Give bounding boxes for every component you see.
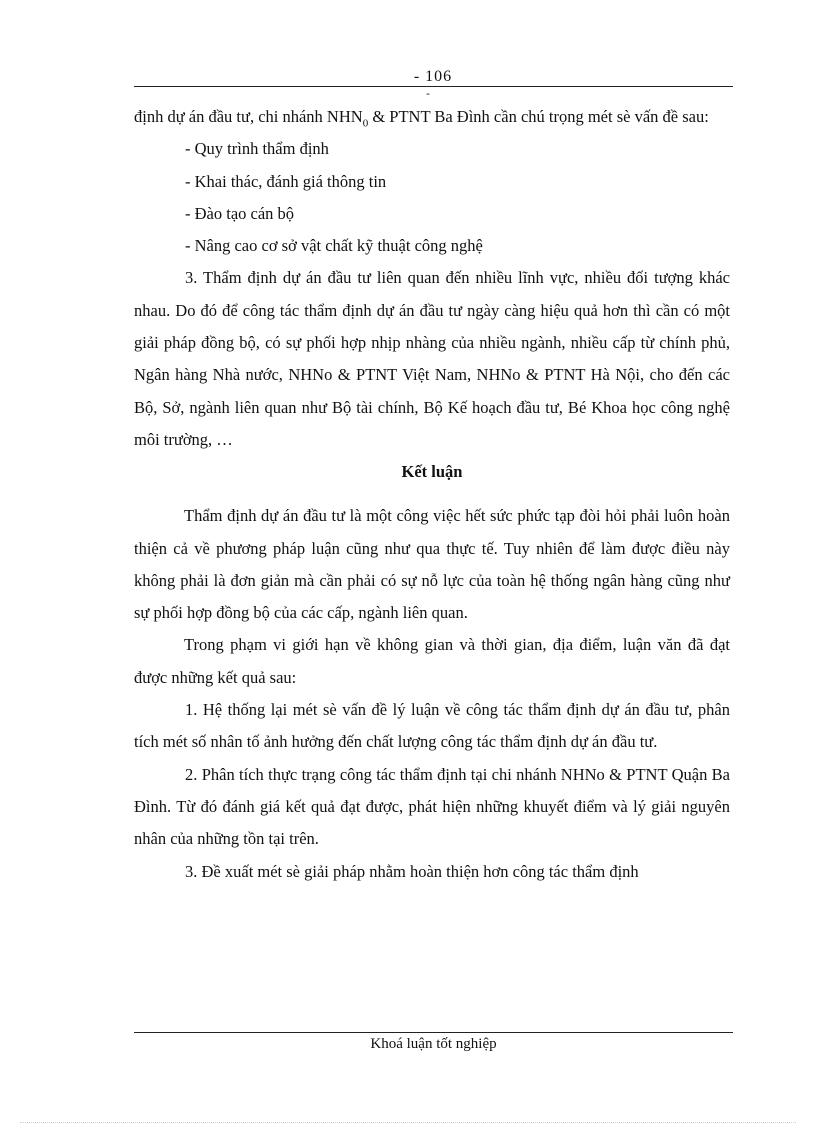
bullet-item: - Nâng cao cơ sở vật chất kỹ thuật công nghệ [185,236,483,256]
paragraph-text: định dự án đầu tư, chi nhánh NHN [134,107,363,126]
paragraph: 2. Phân tích thực trạng công tác thẩm định tại chi nhánh NHNo & PTNT Quận Ba Đình. Từ đó đánh giá kết quả đạt được, phát hiện những khuyết điểm và lý giải nguyên nhân của những tồn tại trên. [134,764,730,849]
bullet-item: - Khai thác, đánh giá thông tin [185,171,387,191]
footer-text: Khoá luận tốt nghiệp [370,1036,497,1052]
header-rule [134,86,733,87]
footer-rule [134,1032,733,1033]
paragraph [134,101,730,133]
bullet-item: - Quy trình thẩm định [185,139,329,159]
paragraph: 3. Thẩm định dự án đầu tư liên quan đến nhiều lĩnh vực, nhiều đối tượng khác nhau. Do đó để công tác thẩm định dự án đầu tư ngày càng hiệu quả hơn thì cần có một giải pháp đồng bộ, có sự phối hợp nhịp nhàng của nhiều ngành, nhiều cấp từ chính phủ, Ngân hàng Nhà nước, NHNo & PTNT Việt Nam, NHNo & PTNT Hà Nội, cho đến các Bộ, Sở, ngành liên quan như Bộ tài chính, Bộ Kế hoạch đầu tư, Bé Khoa học công nghệ môi trường, … [134,268,730,449]
page-number: - 106 [413,68,453,85]
paragraph-text: & PTNT Ba Đình cần chú trọng mét sè vấn đề sau: [368,107,709,126]
paragraph: 1. Hệ thống lại mét sè vấn đề lý luận về công tác thẩm định dự án đầu tư, phân tích mét số nhân tố ảnh hưởng đến chất lượng công tác thẩm định dự án đầu tư. [134,700,730,752]
section-heading: Kết luận [401,462,463,482]
paragraph: Thẩm định dự án đầu tư là một công việc hết sức phức tạp đòi hỏi phải luôn hoàn thiện cả về phương pháp luận cũng như qua thực tế. Tuy nhiên để làm được điều này không phải là đơn giản mà cần phải có sự nỗ lực của toàn hệ thống ngân hàng cũng như sự phối hợp đồng bộ của các cấp, ngành liên quan. [134,506,730,623]
document-body [134,101,730,888]
subscript: 0 [362,117,369,130]
bullet-item: - Đào tạo cán bộ [185,203,295,223]
paragraph: 3. Đề xuất mét sè giải pháp nhằm hoàn thiện hơn công tác thẩm định [185,861,639,881]
paragraph: Trong phạm vi giới hạn về không gian và thời gian, địa điểm, luận văn đã đạt được những kết quả sau: [134,635,730,687]
page-number-dash: - [426,86,430,100]
